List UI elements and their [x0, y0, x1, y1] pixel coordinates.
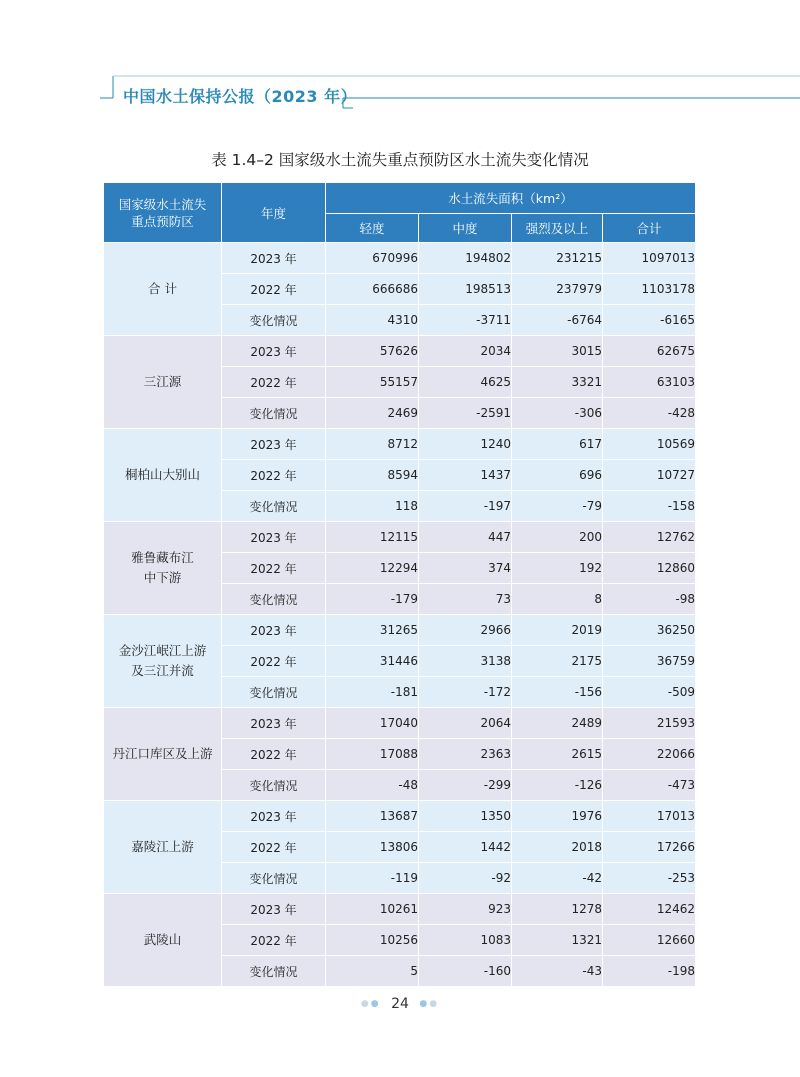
total-value-cell: 21593: [603, 708, 696, 739]
moderate-value-cell: -197: [419, 491, 512, 522]
year-cell: 2022 年: [222, 925, 326, 956]
moderate-value-cell: 2363: [419, 739, 512, 770]
total-value-cell: 36250: [603, 615, 696, 646]
severe-value-cell: 696: [512, 460, 603, 491]
total-value-cell: -253: [603, 863, 696, 894]
region-cell: [104, 894, 222, 987]
year-cell: 2023 年: [222, 522, 326, 553]
moderate-value-cell: 198513: [419, 274, 512, 305]
page-number: 24: [391, 996, 409, 1012]
footer-dot-right-icon: ●: [419, 999, 430, 1009]
light-value-cell: 8594: [326, 460, 419, 491]
light-value-cell: 4310: [326, 305, 419, 336]
total-value-cell: 12762: [603, 522, 696, 553]
year-cell: 2023 年: [222, 894, 326, 925]
light-value-cell: 31446: [326, 646, 419, 677]
moderate-value-cell: 194802: [419, 243, 512, 274]
light-value-cell: 666686: [326, 274, 419, 305]
severe-value-cell: 2019: [512, 615, 603, 646]
year-cell: 2022 年: [222, 553, 326, 584]
region-cell: [104, 336, 222, 429]
moderate-value-cell: 1350: [419, 801, 512, 832]
moderate-value-cell: -299: [419, 770, 512, 801]
report-title: 中国水土保持公报（2023 年）: [123, 87, 358, 106]
total-value-cell: 10727: [603, 460, 696, 491]
moderate-value-cell: 4625: [419, 367, 512, 398]
total-value-cell: 22066: [603, 739, 696, 770]
year-cell: 2022 年: [222, 739, 326, 770]
moderate-value-cell: -3711: [419, 305, 512, 336]
total-value-cell: 12462: [603, 894, 696, 925]
year-cell: 变化情况: [222, 305, 326, 336]
year-cell: 2022 年: [222, 646, 326, 677]
region-name-line: 三江源: [143, 374, 182, 389]
moderate-value-cell: 3138: [419, 646, 512, 677]
light-value-cell: 118: [326, 491, 419, 522]
year-cell: 2022 年: [222, 367, 326, 398]
severe-value-cell: -43: [512, 956, 603, 987]
table-row: [104, 336, 696, 367]
region-cell: [104, 429, 222, 522]
page-header: [0, 0, 800, 120]
header-region-line2: 重点预防区: [131, 213, 194, 229]
light-value-cell: -181: [326, 677, 419, 708]
footer-dots-left-icon: ●: [360, 999, 371, 1009]
year-cell: 2022 年: [222, 460, 326, 491]
light-value-cell: 10261: [326, 894, 419, 925]
year-cell: 变化情况: [222, 491, 326, 522]
light-value-cell: 57626: [326, 336, 419, 367]
light-value-cell: -119: [326, 863, 419, 894]
severe-value-cell: -79: [512, 491, 603, 522]
year-cell: 变化情况: [222, 677, 326, 708]
total-value-cell: 12660: [603, 925, 696, 956]
severe-value-cell: -126: [512, 770, 603, 801]
footer-dots-right-icon: ●: [429, 999, 440, 1009]
header-light: 轻度: [326, 214, 419, 243]
table-row: [104, 708, 696, 739]
region-name-line: 嘉陵江上游: [131, 839, 194, 854]
moderate-value-cell: 2966: [419, 615, 512, 646]
severe-value-cell: 231215: [512, 243, 603, 274]
light-value-cell: 10256: [326, 925, 419, 956]
moderate-value-cell: 923: [419, 894, 512, 925]
light-value-cell: 13806: [326, 832, 419, 863]
severe-value-cell: 1976: [512, 801, 603, 832]
light-value-cell: 12294: [326, 553, 419, 584]
total-value-cell: -198: [603, 956, 696, 987]
severe-value-cell: 1321: [512, 925, 603, 956]
year-cell: 变化情况: [222, 956, 326, 987]
region-name-line: 雅鲁藏布江: [131, 550, 194, 565]
total-value-cell: 36759: [603, 646, 696, 677]
moderate-value-cell: -172: [419, 677, 512, 708]
severe-value-cell: 237979: [512, 274, 603, 305]
severe-value-cell: -156: [512, 677, 603, 708]
light-value-cell: -179: [326, 584, 419, 615]
erosion-table: [103, 182, 696, 987]
moderate-value-cell: 1437: [419, 460, 512, 491]
region-name-line: 合 计: [148, 281, 177, 296]
region-cell: [104, 801, 222, 894]
table-row: [104, 615, 696, 646]
year-cell: 变化情况: [222, 863, 326, 894]
region-name-line: 武陵山: [143, 932, 182, 947]
light-value-cell: 5: [326, 956, 419, 987]
severe-value-cell: -42: [512, 863, 603, 894]
light-value-cell: 670996: [326, 243, 419, 274]
moderate-value-cell: -2591: [419, 398, 512, 429]
footer-dot-left-icon: ●: [370, 999, 381, 1009]
total-value-cell: 17266: [603, 832, 696, 863]
severe-value-cell: 1278: [512, 894, 603, 925]
year-cell: 变化情况: [222, 584, 326, 615]
total-value-cell: -158: [603, 491, 696, 522]
year-cell: 2023 年: [222, 615, 326, 646]
year-cell: 2023 年: [222, 708, 326, 739]
year-cell: 变化情况: [222, 770, 326, 801]
table-caption: 表 1.4–2 国家级水土流失重点预防区水土流失变化情况: [211, 151, 589, 169]
region-name-line: 及三江并流: [131, 663, 194, 678]
total-value-cell: -473: [603, 770, 696, 801]
total-value-cell: 1103178: [603, 274, 696, 305]
page-footer: [0, 996, 800, 1012]
total-value-cell: 10569: [603, 429, 696, 460]
severe-value-cell: 8: [512, 584, 603, 615]
year-cell: 2022 年: [222, 274, 326, 305]
moderate-value-cell: 2064: [419, 708, 512, 739]
region-cell: [104, 615, 222, 708]
light-value-cell: -48: [326, 770, 419, 801]
moderate-value-cell: 2034: [419, 336, 512, 367]
light-value-cell: 8712: [326, 429, 419, 460]
moderate-value-cell: 73: [419, 584, 512, 615]
severe-value-cell: 200: [512, 522, 603, 553]
light-value-cell: 17040: [326, 708, 419, 739]
light-value-cell: 13687: [326, 801, 419, 832]
light-value-cell: 17088: [326, 739, 419, 770]
table-body: [104, 243, 696, 987]
total-value-cell: 1097013: [603, 243, 696, 274]
severe-value-cell: 2615: [512, 739, 603, 770]
severe-value-cell: 192: [512, 553, 603, 584]
header-total: 合计: [603, 214, 696, 243]
table-row: [104, 243, 696, 274]
header-year: 年度: [222, 183, 326, 243]
year-cell: 2023 年: [222, 429, 326, 460]
total-value-cell: 17013: [603, 801, 696, 832]
header-area-group: 水土流失面积（km²）: [326, 183, 696, 214]
total-value-cell: 62675: [603, 336, 696, 367]
region-name-line: 桐柏山大别山: [124, 467, 200, 482]
moderate-value-cell: -160: [419, 956, 512, 987]
moderate-value-cell: -92: [419, 863, 512, 894]
year-cell: 2023 年: [222, 336, 326, 367]
severe-value-cell: -6764: [512, 305, 603, 336]
severe-value-cell: 3321: [512, 367, 603, 398]
year-cell: 2023 年: [222, 243, 326, 274]
light-value-cell: 31265: [326, 615, 419, 646]
table-row: [104, 429, 696, 460]
table-row: [104, 522, 696, 553]
severe-value-cell: -306: [512, 398, 603, 429]
total-value-cell: 63103: [603, 367, 696, 398]
region-name-line: 丹江口库区及上游: [112, 746, 213, 761]
region-name-line: 金沙江岷江上游: [118, 643, 207, 658]
severe-value-cell: 617: [512, 429, 603, 460]
light-value-cell: 55157: [326, 367, 419, 398]
year-cell: 变化情况: [222, 398, 326, 429]
severe-value-cell: 2018: [512, 832, 603, 863]
total-value-cell: -98: [603, 584, 696, 615]
region-cell: [104, 243, 222, 336]
total-value-cell: -6165: [603, 305, 696, 336]
light-value-cell: 12115: [326, 522, 419, 553]
total-value-cell: 12860: [603, 553, 696, 584]
moderate-value-cell: 447: [419, 522, 512, 553]
severe-value-cell: 2175: [512, 646, 603, 677]
table-row: [104, 801, 696, 832]
header-severe: 强烈及以上: [512, 214, 603, 243]
total-value-cell: -509: [603, 677, 696, 708]
moderate-value-cell: 1442: [419, 832, 512, 863]
header-region: [104, 183, 222, 243]
region-cell: [104, 522, 222, 615]
header-region-line1: 国家级水土流失: [118, 196, 207, 212]
table-row: [104, 894, 696, 925]
header-moderate: 中度: [419, 214, 512, 243]
moderate-value-cell: 1240: [419, 429, 512, 460]
moderate-value-cell: 374: [419, 553, 512, 584]
severe-value-cell: 3015: [512, 336, 603, 367]
severe-value-cell: 2489: [512, 708, 603, 739]
moderate-value-cell: 1083: [419, 925, 512, 956]
light-value-cell: 2469: [326, 398, 419, 429]
region-name-line: 中下游: [143, 570, 182, 585]
header-decoration: [0, 0, 800, 120]
total-value-cell: -428: [603, 398, 696, 429]
region-cell: [104, 708, 222, 801]
year-cell: 2022 年: [222, 832, 326, 863]
year-cell: 2023 年: [222, 801, 326, 832]
